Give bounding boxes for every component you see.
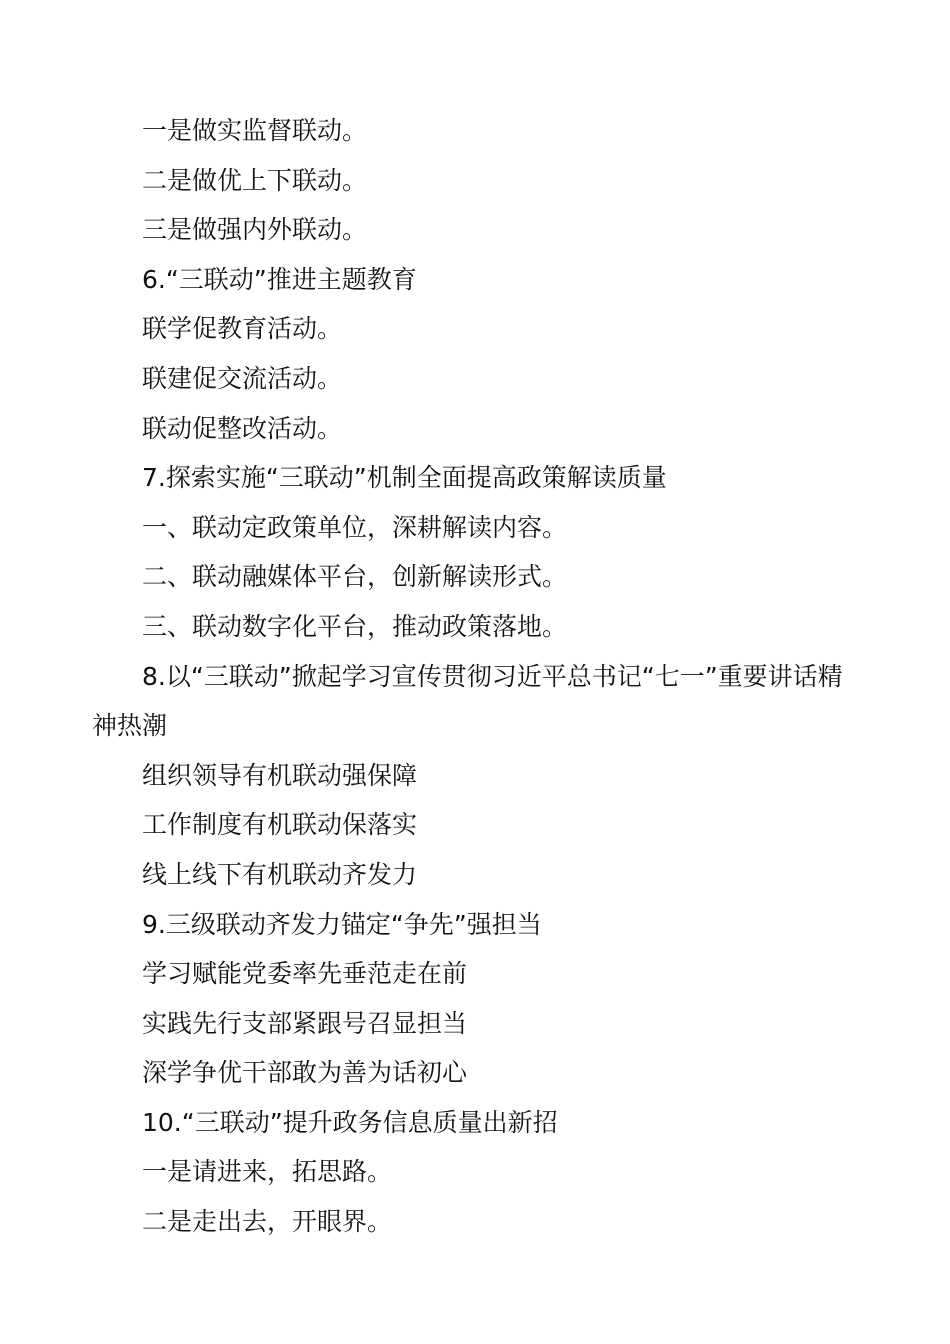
- paragraph-line: 二是做优上下联动。: [142, 165, 368, 195]
- paragraph-line: 实践先行支部紧跟号召显担当: [142, 1008, 468, 1038]
- paragraph-line: 工作制度有机联动保落实: [142, 810, 418, 840]
- paragraph-line: 联动促整改活动。: [142, 413, 343, 443]
- paragraph-line: 三是做强内外联动。: [142, 215, 368, 245]
- paragraph-line: 三、联动数字化平台，推动政策落地。: [142, 611, 568, 641]
- paragraph-line: 二、联动融媒体平台，创新解读形式。: [142, 562, 568, 592]
- paragraph-line: 一是请进来，拓思路。: [142, 1157, 393, 1187]
- paragraph-line: 联学促教育活动。: [142, 314, 343, 344]
- section-heading: 9.三级联动齐发力锚定“争先”强担当: [142, 909, 542, 939]
- section-heading: 6.“三联动”推进主题教育: [142, 264, 417, 294]
- paragraph-line: 二是走出去，开眼界。: [142, 1207, 393, 1237]
- paragraph-line: 一、联动定政策单位，深耕解读内容。: [142, 512, 568, 542]
- paragraph-line: 一是做实监督联动。: [142, 116, 368, 145]
- paragraph-line: 线上线下有机联动齐发力: [142, 859, 418, 889]
- paragraph-line: 组织领导有机联动强保障: [142, 760, 418, 790]
- section-heading: 8.以“三联动”掀起学习宣传贯彻习近平总书记“七一”重要讲话精神热潮: [92, 661, 843, 741]
- paragraph-line: 学习赋能党委率先垂范走在前: [142, 959, 468, 989]
- paragraph-line: 深学争优干部敢为善为话初心: [142, 1058, 468, 1088]
- document-body: [92, 106, 862, 1247]
- section-heading: 10.“三联动”提升政务信息质量出新招: [142, 1107, 558, 1137]
- section-heading: 7.探索实施“三联动”机制全面提高政策解读质量: [142, 463, 667, 493]
- paragraph-line: 联建促交流活动。: [142, 363, 343, 393]
